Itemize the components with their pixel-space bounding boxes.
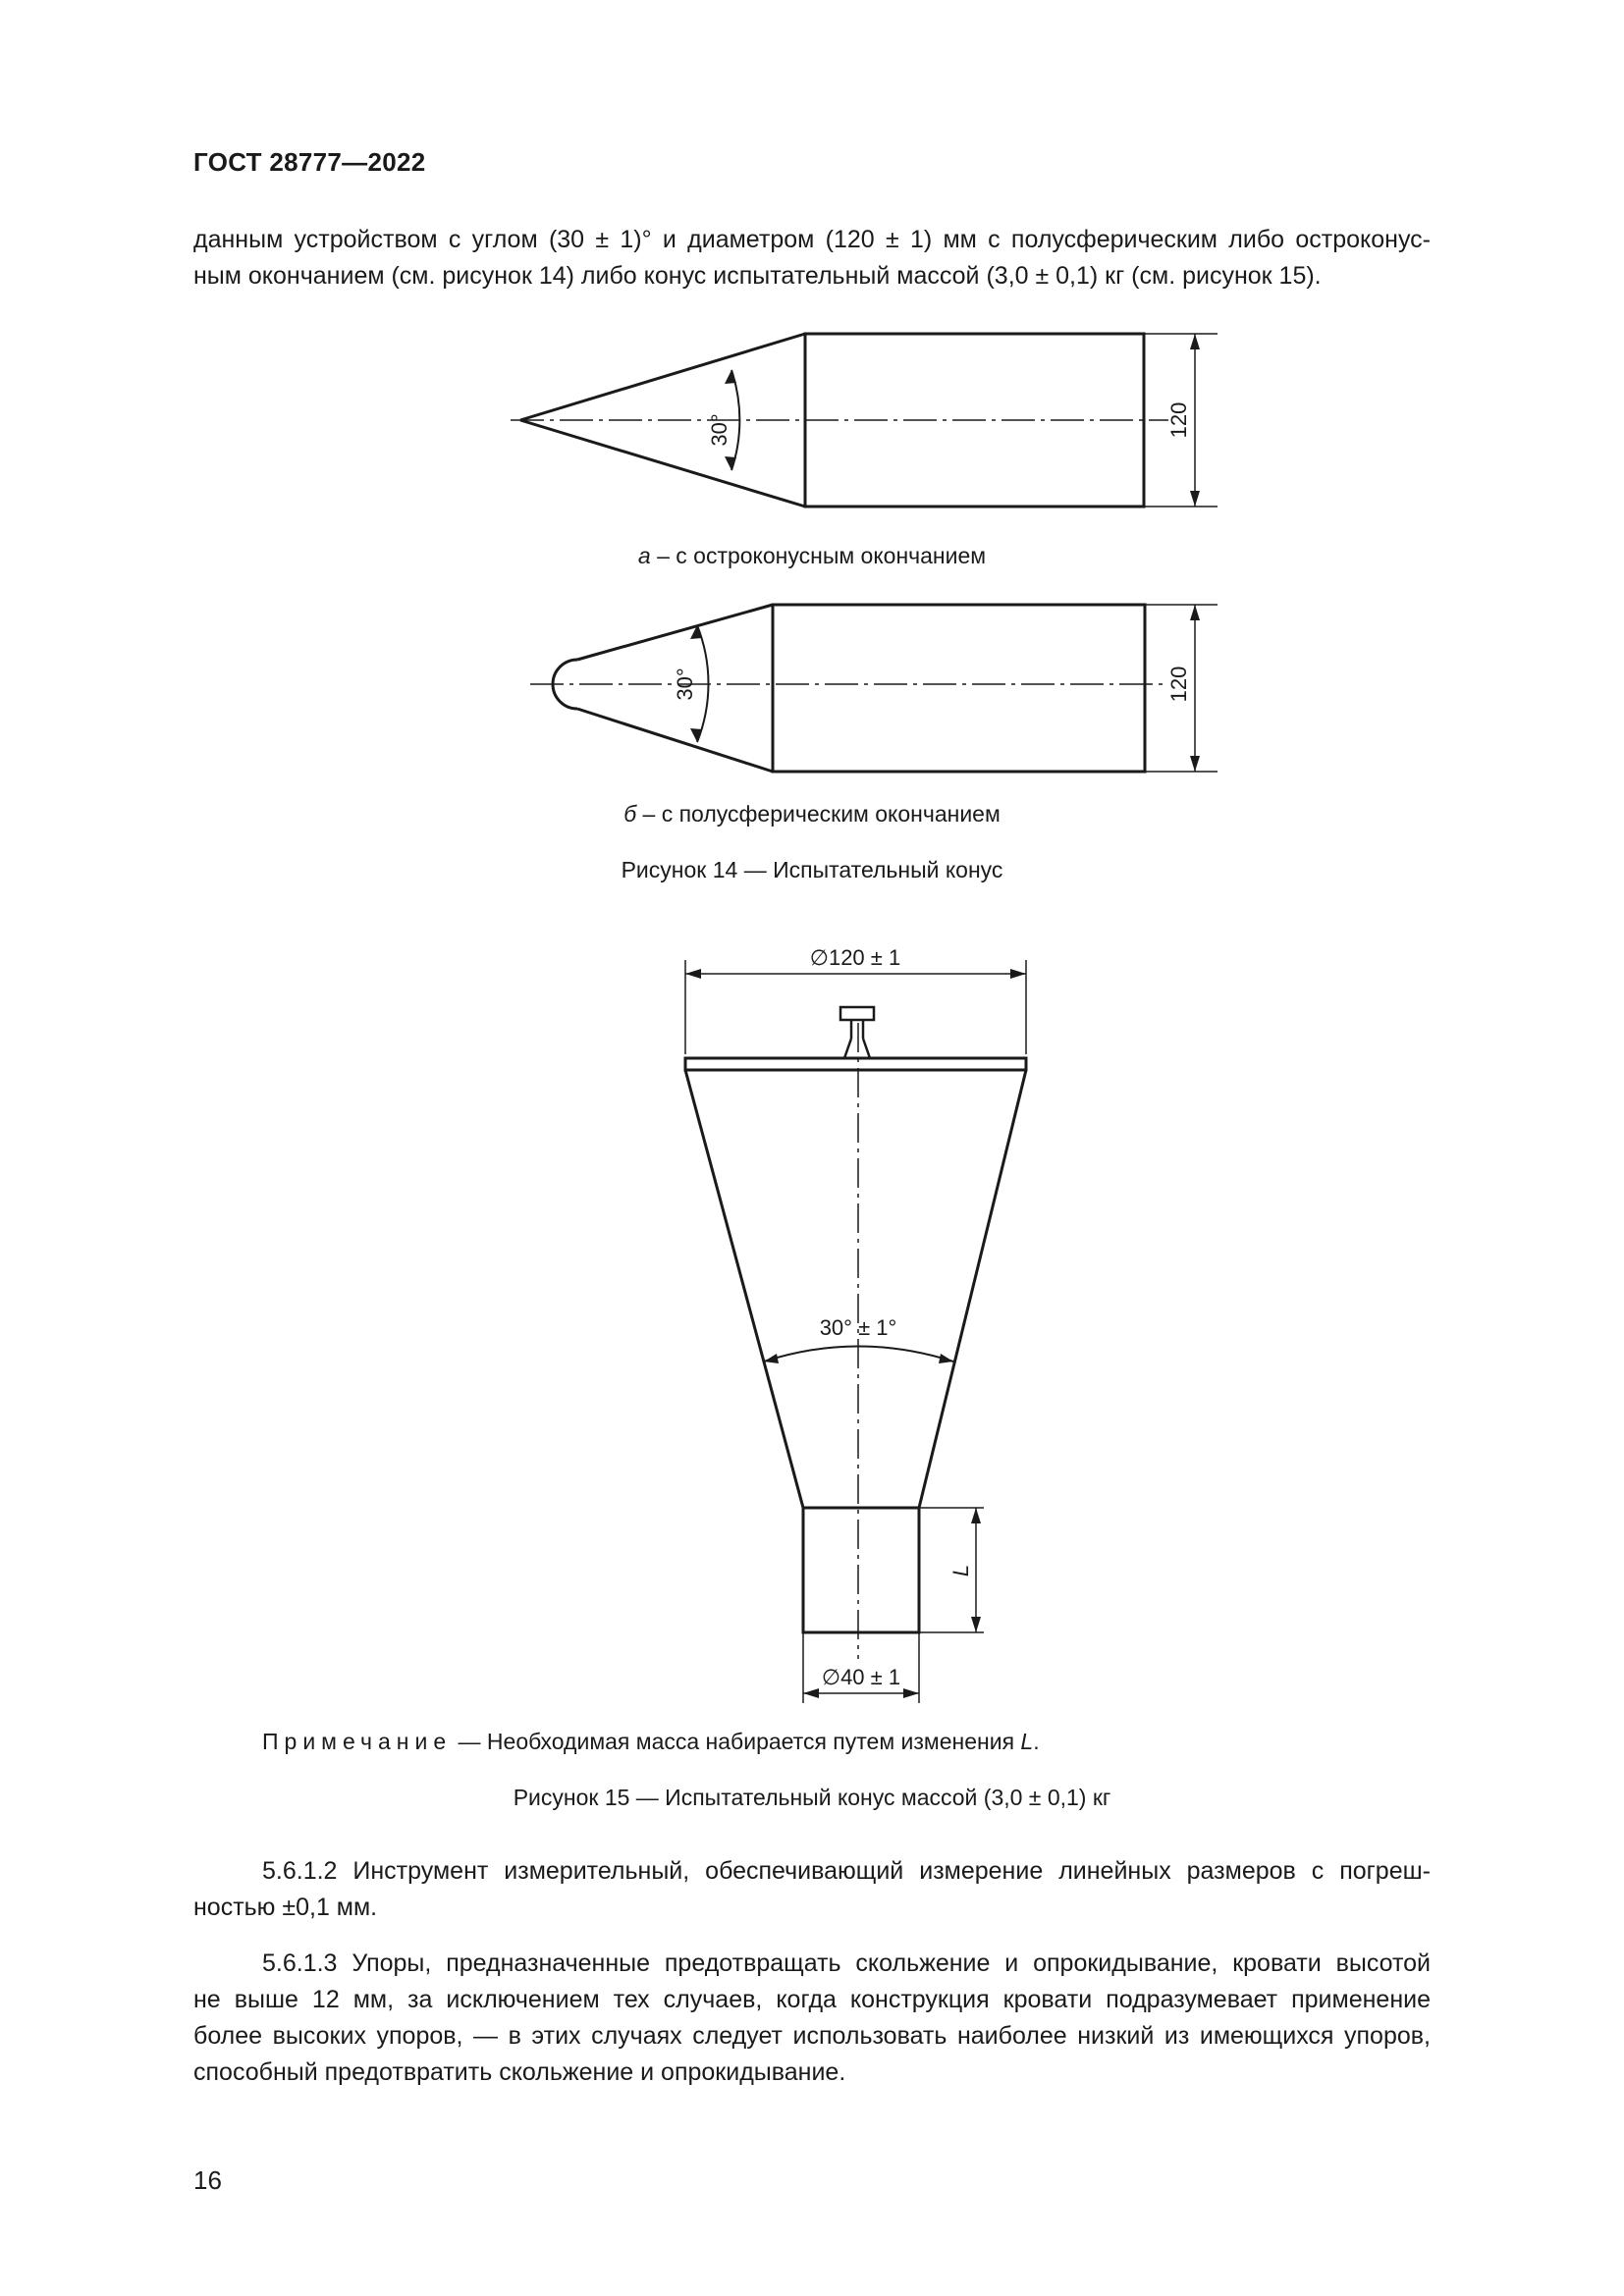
figure-14a-caption-text: – с остроконусным окончанием bbox=[650, 543, 987, 568]
figure-14a-caption-letter: а bbox=[637, 543, 651, 568]
note-text: — Необходимая масса набирается путем изменения bbox=[452, 1729, 1021, 1754]
paragraph-5-6-1-2-line-2: ностью ±0,1 мм. bbox=[193, 1894, 378, 1921]
intro-line-1: данным устройством с углом (30 ± 1)° и диаметром (120 ± 1) мм с полусферическим либо остроконус- bbox=[193, 226, 1431, 253]
figure-14b-hemispherical-cone-drawing bbox=[491, 579, 1237, 785]
figure-15-angle-label: 30° ± 1° bbox=[819, 1315, 897, 1340]
figure-14b-caption bbox=[0, 801, 1624, 828]
figure-14a-caption bbox=[0, 543, 1624, 569]
figure-14a-sharp-cone-drawing bbox=[491, 314, 1237, 520]
paragraph-5-6-1-3-line-2: не выше 12 мм, за исключением тех случаев, когда конструкция кровати подразумевает применение bbox=[193, 1986, 1431, 2013]
figure-15-top-diameter-label: ∅120 ± 1 bbox=[809, 945, 901, 970]
figure-14b-angle-label: 30° bbox=[673, 667, 697, 701]
page-number: 16 bbox=[193, 2165, 222, 2195]
figure-14b-caption-letter: б bbox=[623, 801, 637, 827]
figure-14a-angle-label: 30° bbox=[707, 413, 731, 447]
figure-14b-dimension-label: 120 bbox=[1166, 666, 1191, 703]
note-label: Примечание bbox=[262, 1729, 453, 1754]
document-header: ГОСТ 28777—2022 bbox=[193, 147, 426, 177]
paragraph-5-6-1-2 bbox=[193, 1853, 1431, 1926]
intro-line-2: ным окончанием (см. рисунок 14) либо конус испытательный массой (3,0 ± 0,1) кг (см. рисунок 15). bbox=[193, 262, 1322, 290]
figure-14b-caption-text: – с полусферическим окончанием bbox=[636, 801, 1001, 827]
paragraph-5-6-1-3-line-3: более высоких упоров, — в этих случаях следует использовать наиболее низкий из имеющихся упоров, bbox=[193, 2022, 1431, 2050]
note-variable: L bbox=[1020, 1729, 1034, 1754]
paragraph-5-6-1-2-line-1: 5.6.1.2 Инструмент измерительный, обеспечивающий измерение линейных размеров с погреш- bbox=[262, 1857, 1431, 1885]
paragraph-5-6-1-3-line-1: 5.6.1.3 Упоры, предназначенные предотвращать скольжение и опрокидывание, кровати высотой bbox=[262, 1949, 1431, 1977]
figure-14-title: Рисунок 14 — Испытательный конус bbox=[621, 857, 1003, 882]
figure-14a-dimension-label: 120 bbox=[1166, 401, 1191, 439]
figure-15-title: Рисунок 15 — Испытательный конус массой (3,0 ± 0,1) кг bbox=[513, 1785, 1111, 1810]
figure-15-bottom-diameter-label: ∅40 ± 1 bbox=[821, 1665, 901, 1689]
note-end: . bbox=[1033, 1729, 1040, 1754]
figure-15-weighted-cone-drawing bbox=[638, 933, 1031, 1718]
paragraph-5-6-1-3-line-4: способный предотвратить скольжение и опрокидывание. bbox=[193, 2058, 846, 2086]
figure-15-note bbox=[262, 1729, 1040, 1755]
figure-15-length-label: L bbox=[948, 1564, 973, 1577]
intro-paragraph bbox=[193, 222, 1431, 294]
paragraph-5-6-1-3 bbox=[193, 1946, 1431, 2091]
